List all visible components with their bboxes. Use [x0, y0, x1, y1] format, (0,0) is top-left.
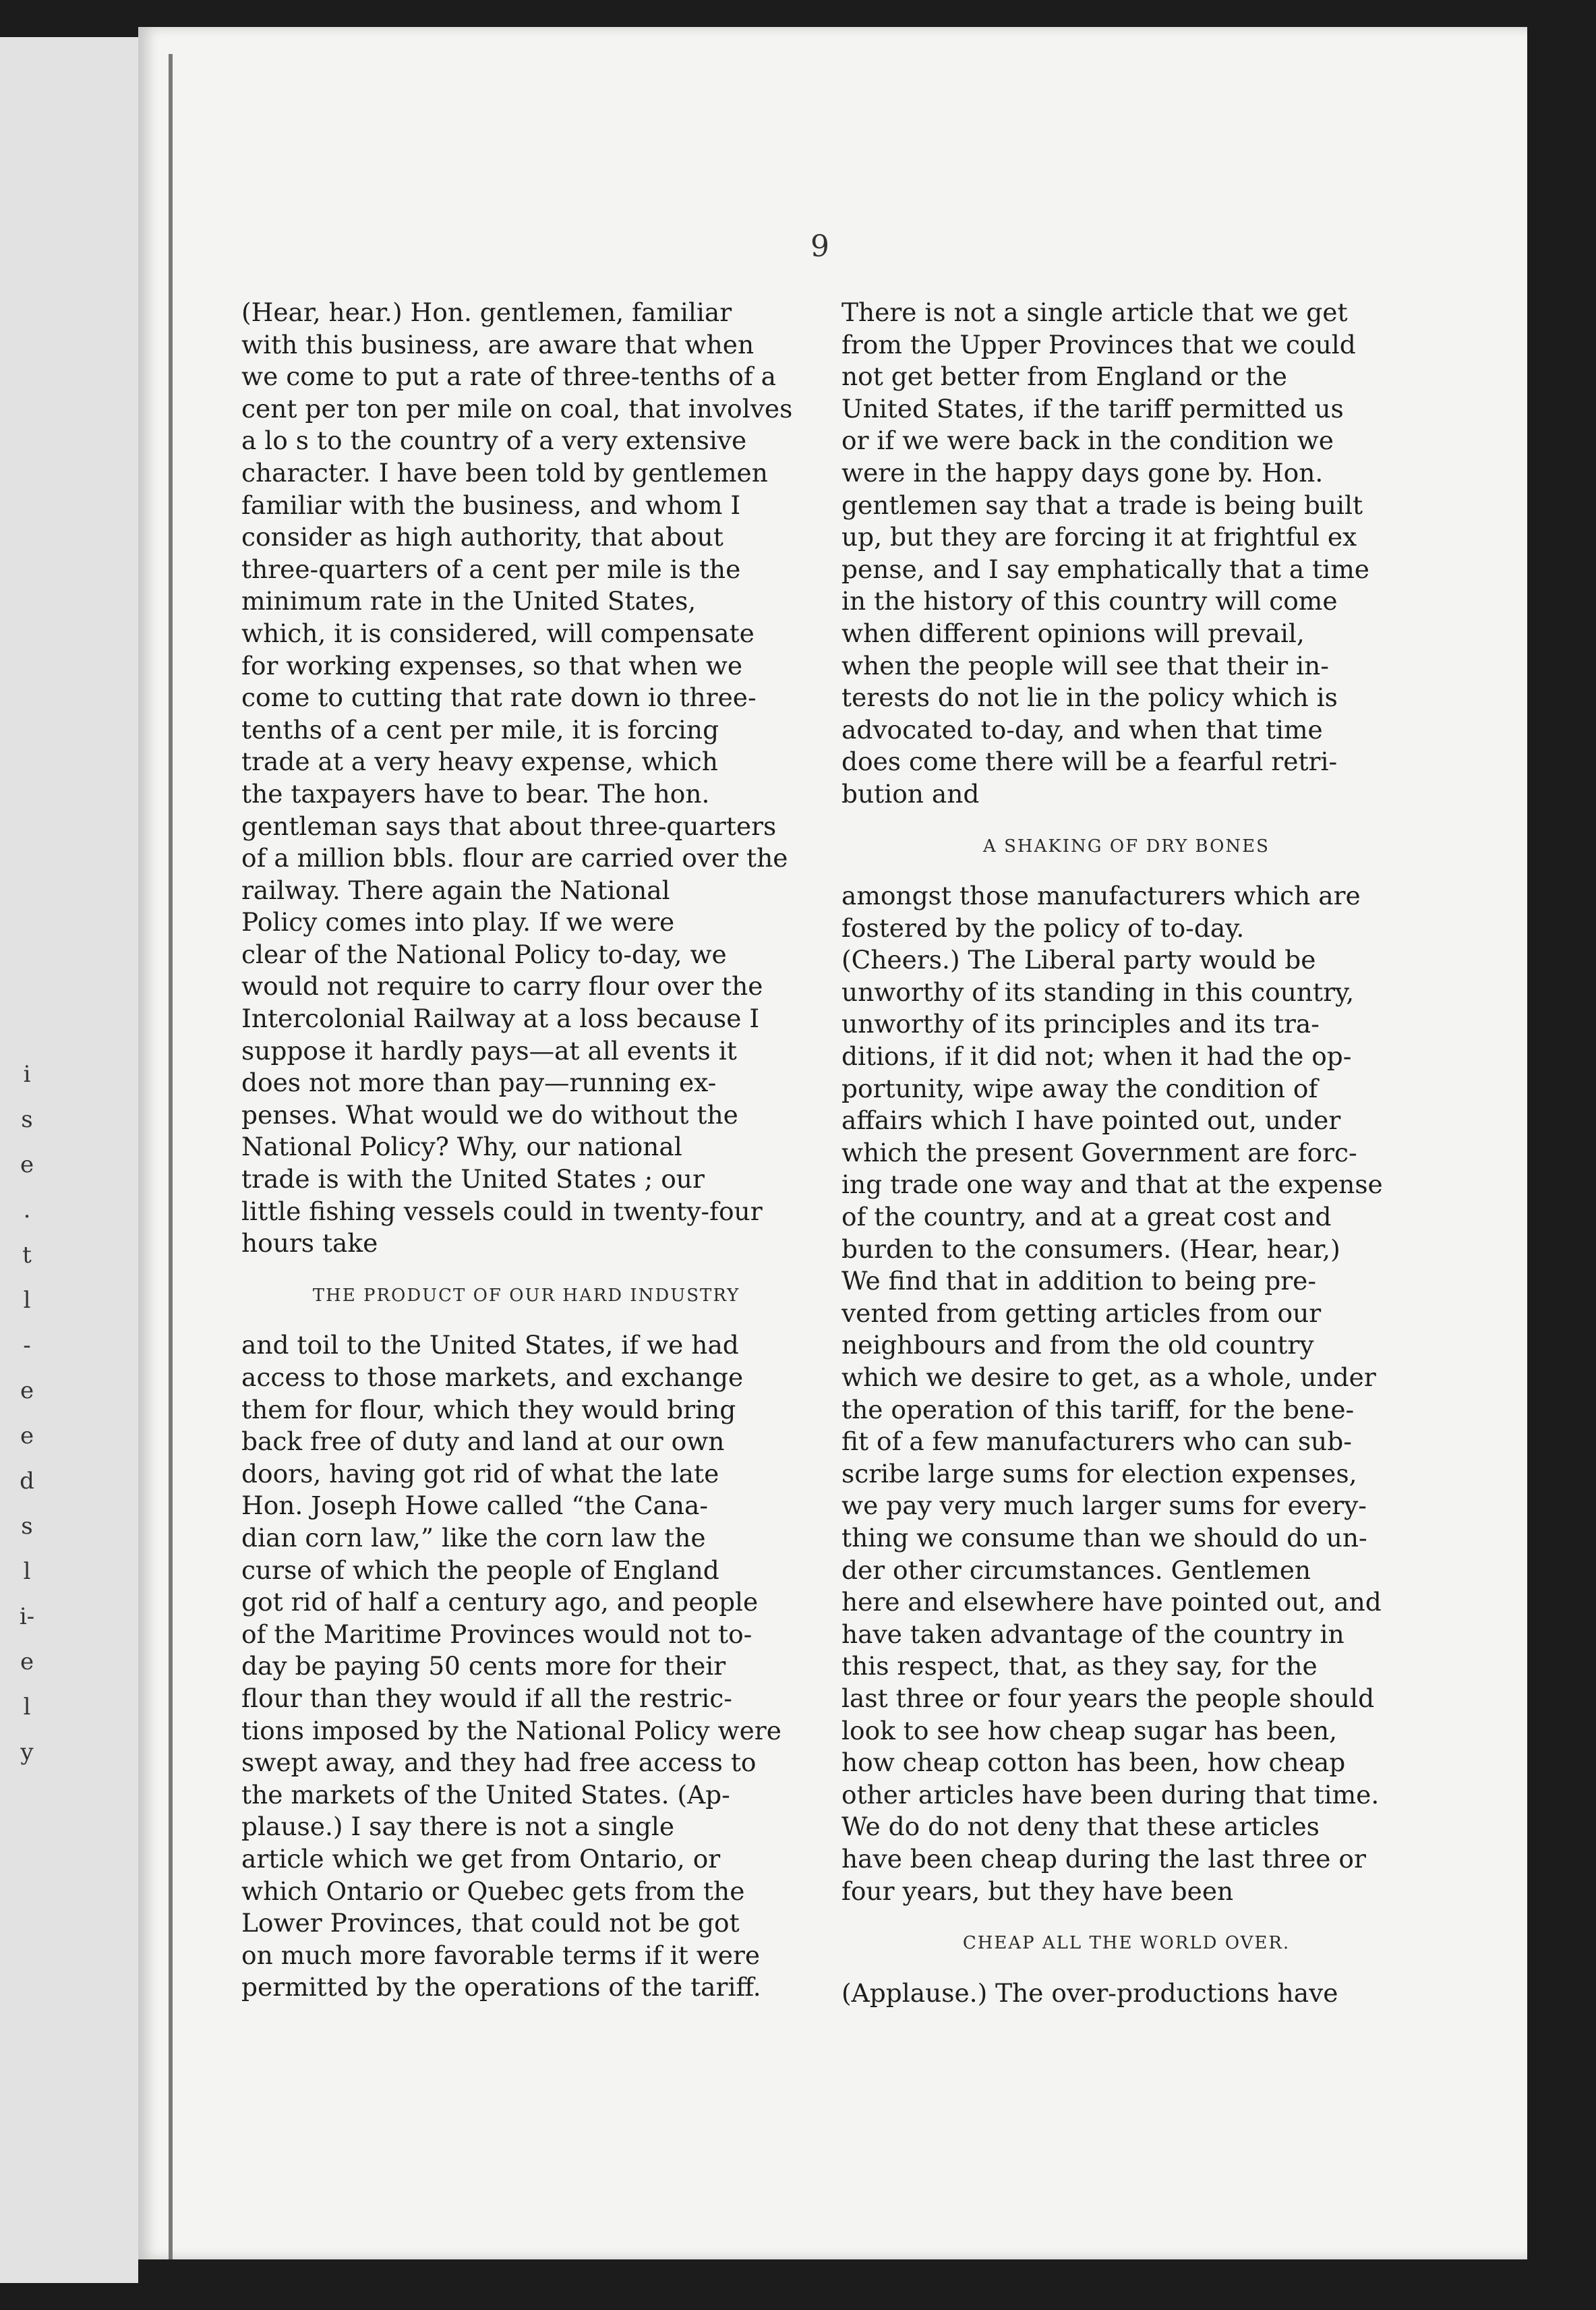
text-line: pense, and I say emphatically that a time [841, 554, 1369, 584]
text-line: which, it is considered, will compensate [241, 618, 755, 648]
text-line: doors, having got rid of what the late [241, 1458, 719, 1489]
right-paragraph-3 [841, 1977, 1411, 2010]
right-column [841, 297, 1411, 2009]
text-line: There is not a single article that we get [841, 297, 1348, 327]
left-column [241, 297, 811, 2004]
text-line: when the people will see that their in- [841, 650, 1329, 681]
text-line: Policy comes into play. If we were [241, 907, 675, 937]
text-line: advocated to-day, and when that time [841, 714, 1323, 745]
text-line: which the present Government are forc- [841, 1137, 1357, 1167]
text-line: character. I have been told by gentlemen [241, 457, 768, 488]
text-line: of a million bbls. flour are carried over the [241, 843, 788, 873]
text-line: plause.) I say there is not a single [241, 1812, 675, 1842]
text-line: trade is with the United States ; our [241, 1164, 705, 1194]
text-line: thing we consume than we should do un- [841, 1522, 1367, 1553]
text-line: suppose it hardly pays—at all events it [241, 1035, 737, 1066]
text-line: day be paying 50 cents more for their [241, 1651, 726, 1681]
text-line: flour than they would if all the restric- [241, 1683, 732, 1713]
text-line: on much more favorable terms if it were [241, 1940, 761, 1970]
text-line: portunity, wipe away the condition of [841, 1073, 1318, 1103]
text-line: were in the happy days gone by. Hon. [841, 457, 1324, 488]
text-line: unworthy of its principles and its tra- [841, 1009, 1320, 1039]
text-line: familiar with the business, and whom I [241, 490, 741, 520]
text-line: fostered by the policy of to-day. [841, 913, 1245, 943]
margin-fragment: i- [19, 1603, 35, 1630]
margin-fragment: e [20, 1151, 34, 1178]
text-line: (Applause.) The over-productions have [841, 1977, 1338, 2008]
text-line: vented from getting articles from our [841, 1298, 1322, 1328]
margin-fragment: d [20, 1468, 34, 1495]
text-line: article which we get from Ontario, or [241, 1843, 721, 1874]
text-line: with this business, are aware that when [241, 329, 755, 359]
text-line: up, but they are forcing it at frightful ex [841, 522, 1357, 552]
text-line: curse of which the people of England [241, 1555, 719, 1585]
margin-fragment: e [20, 1648, 34, 1675]
text-line: National Policy? Why, our national [241, 1132, 682, 1162]
text-line: back free of duty and land at our own [241, 1426, 725, 1457]
margin-fragment: s [21, 1106, 33, 1133]
page-number: 9 [810, 229, 829, 264]
text-line: Hon. Joseph Howe called “the Cana- [241, 1491, 709, 1521]
right-paragraph-1 [841, 297, 1411, 811]
section-heading-cheap: CHEAP ALL THE WORLD OVER. [962, 1933, 1291, 1954]
margin-fragment: y [20, 1739, 34, 1766]
margin-fragment: s [21, 1513, 33, 1540]
adjacent-page-text-fragments [13, 1052, 40, 1775]
margin-fragment: . [23, 1196, 31, 1223]
margin-fragment: l [23, 1287, 31, 1314]
text-line: fit of a few manufacturers who can sub- [841, 1426, 1352, 1457]
section-heading-product: THE PRODUCT OF OUR HARD INDUSTRY [312, 1285, 740, 1306]
text-line: neighbours and from the old country [841, 1330, 1314, 1360]
text-line: does not more than pay—running ex- [241, 1068, 717, 1098]
margin-fragment: l [23, 1694, 31, 1721]
text-line: from the Upper Provinces that we could [841, 329, 1356, 359]
text-line: tenths of a cent per mile, it is forcing [241, 714, 719, 745]
text-line: terests do not lie in the policy which is [841, 683, 1338, 713]
margin-fragment: i [23, 1061, 31, 1088]
text-line: does come there will be a fearful retri- [841, 747, 1338, 777]
left-paragraph-1 [241, 297, 811, 1260]
text-line: Lower Provinces, that could not be got [241, 1908, 740, 1938]
text-line: der other circumstances. Gentlemen [841, 1555, 1311, 1585]
text-line: We do do not deny that these articles [841, 1812, 1320, 1842]
text-line: cent per ton per mile on coal, that involves [241, 393, 793, 424]
binding-gutter [169, 54, 173, 2259]
text-line: Intercolonial Railway at a loss because I [241, 1004, 760, 1034]
text-line: hours take [241, 1228, 378, 1259]
text-line: here and elsewhere have pointed out, and [841, 1587, 1382, 1617]
text-line: or if we were back in the condition we [841, 426, 1334, 456]
margin-fragment: e [20, 1377, 34, 1404]
text-line: affairs which I have pointed out, under [841, 1105, 1341, 1136]
text-line: United States, if the tariff permitted us [841, 393, 1344, 424]
text-line: for working expenses, so that when we [241, 650, 743, 681]
text-line: bution and [841, 778, 980, 809]
text-line: the taxpayers have to bear. The hon. [241, 778, 710, 809]
text-line: when different opinions will prevail, [841, 618, 1305, 648]
text-line: unworthy of its standing in this country, [841, 977, 1355, 1007]
text-line: tions imposed by the National Policy were [241, 1715, 781, 1745]
text-line: swept away, and they had free access to [241, 1748, 757, 1778]
text-line: permitted by the operations of the tariff. [241, 1972, 761, 2002]
text-line: scribe large sums for election expenses, [841, 1458, 1357, 1489]
text-line: amongst those manufacturers which are [841, 881, 1361, 911]
text-line: We find that in addition to being pre- [841, 1266, 1317, 1296]
text-line: clear of the National Policy to-day, we [241, 939, 727, 969]
text-line: how cheap cotton has been, how cheap [841, 1748, 1346, 1778]
text-line: which Ontario or Quebec gets from the [241, 1876, 745, 1906]
text-line: which we desire to get, as a whole, under [841, 1362, 1376, 1392]
text-line: come to cutting that rate down io three- [241, 683, 757, 713]
text-line: four years, but they have been [841, 1876, 1234, 1906]
text-line: other articles have been during that time. [841, 1779, 1380, 1810]
text-line: this respect, that, as they say, for the [841, 1651, 1318, 1681]
text-line: have taken advantage of the country in [841, 1619, 1344, 1649]
text-line: the markets of the United States. (Ap- [241, 1779, 730, 1810]
right-paragraph-2 [841, 880, 1411, 1907]
text-line: three-quarters of a cent per mile is the [241, 554, 741, 584]
text-line: them for flour, which they would bring [241, 1394, 736, 1424]
text-line: gentleman says that about three-quarters [241, 811, 777, 841]
text-line: little fishing vessels could in twenty-four [241, 1196, 763, 1226]
margin-fragment: - [23, 1332, 31, 1359]
text-line: and toil to the United States, if we had [241, 1330, 739, 1360]
text-line: penses. What would we do without the [241, 1099, 738, 1130]
text-line: railway. There again the National [241, 875, 670, 905]
margin-fragment: l [23, 1558, 31, 1585]
text-line: in the history of this country will come [841, 586, 1338, 616]
text-line: gentlemen say that a trade is being built [841, 490, 1363, 520]
text-line: trade at a very heavy expense, which [241, 747, 718, 777]
text-line: we come to put a rate of three-tenths of a [241, 362, 777, 392]
text-line: (Cheers.) The Liberal party would be [841, 945, 1316, 975]
text-line: minimum rate in the United States, [241, 586, 697, 616]
text-line: ditions, if it did not; when it had the op- [841, 1041, 1352, 1072]
text-line: we pay very much larger sums for every- [841, 1491, 1367, 1521]
section-heading-dry-bones: A SHAKING OF DRY BONES [983, 836, 1270, 857]
text-line: of the country, and at a great cost and [841, 1202, 1332, 1232]
text-line: have been cheap during the last three or [841, 1843, 1366, 1874]
text-line: ing trade one way and that at the expense [841, 1170, 1383, 1200]
text-line: would not require to carry flour over the [241, 971, 763, 1002]
text-line: a lo s to the country of a very extensive [241, 426, 747, 456]
text-line: access to those markets, and exchange [241, 1362, 744, 1392]
text-line: consider as high authority, that about [241, 522, 723, 552]
text-line: the operation of this tariff, for the bene- [841, 1394, 1355, 1424]
text-line: of the Maritime Provinces would not to- [241, 1619, 752, 1649]
margin-fragment: t [22, 1242, 32, 1269]
left-paragraph-2 [241, 1329, 811, 2003]
text-line: burden to the consumers. (Hear, hear,) [841, 1234, 1340, 1264]
text-line: got rid of half a century ago, and people [241, 1587, 759, 1617]
text-line: last three or four years the people should [841, 1683, 1375, 1713]
text-line: (Hear, hear.) Hon. gentlemen, familiar [241, 297, 732, 327]
text-line: dian corn law,” like the corn law the [241, 1522, 706, 1553]
text-line: not get better from England or the [841, 362, 1287, 392]
text-line: look to see how cheap sugar has been, [841, 1715, 1338, 1745]
margin-fragment: e [20, 1422, 34, 1449]
